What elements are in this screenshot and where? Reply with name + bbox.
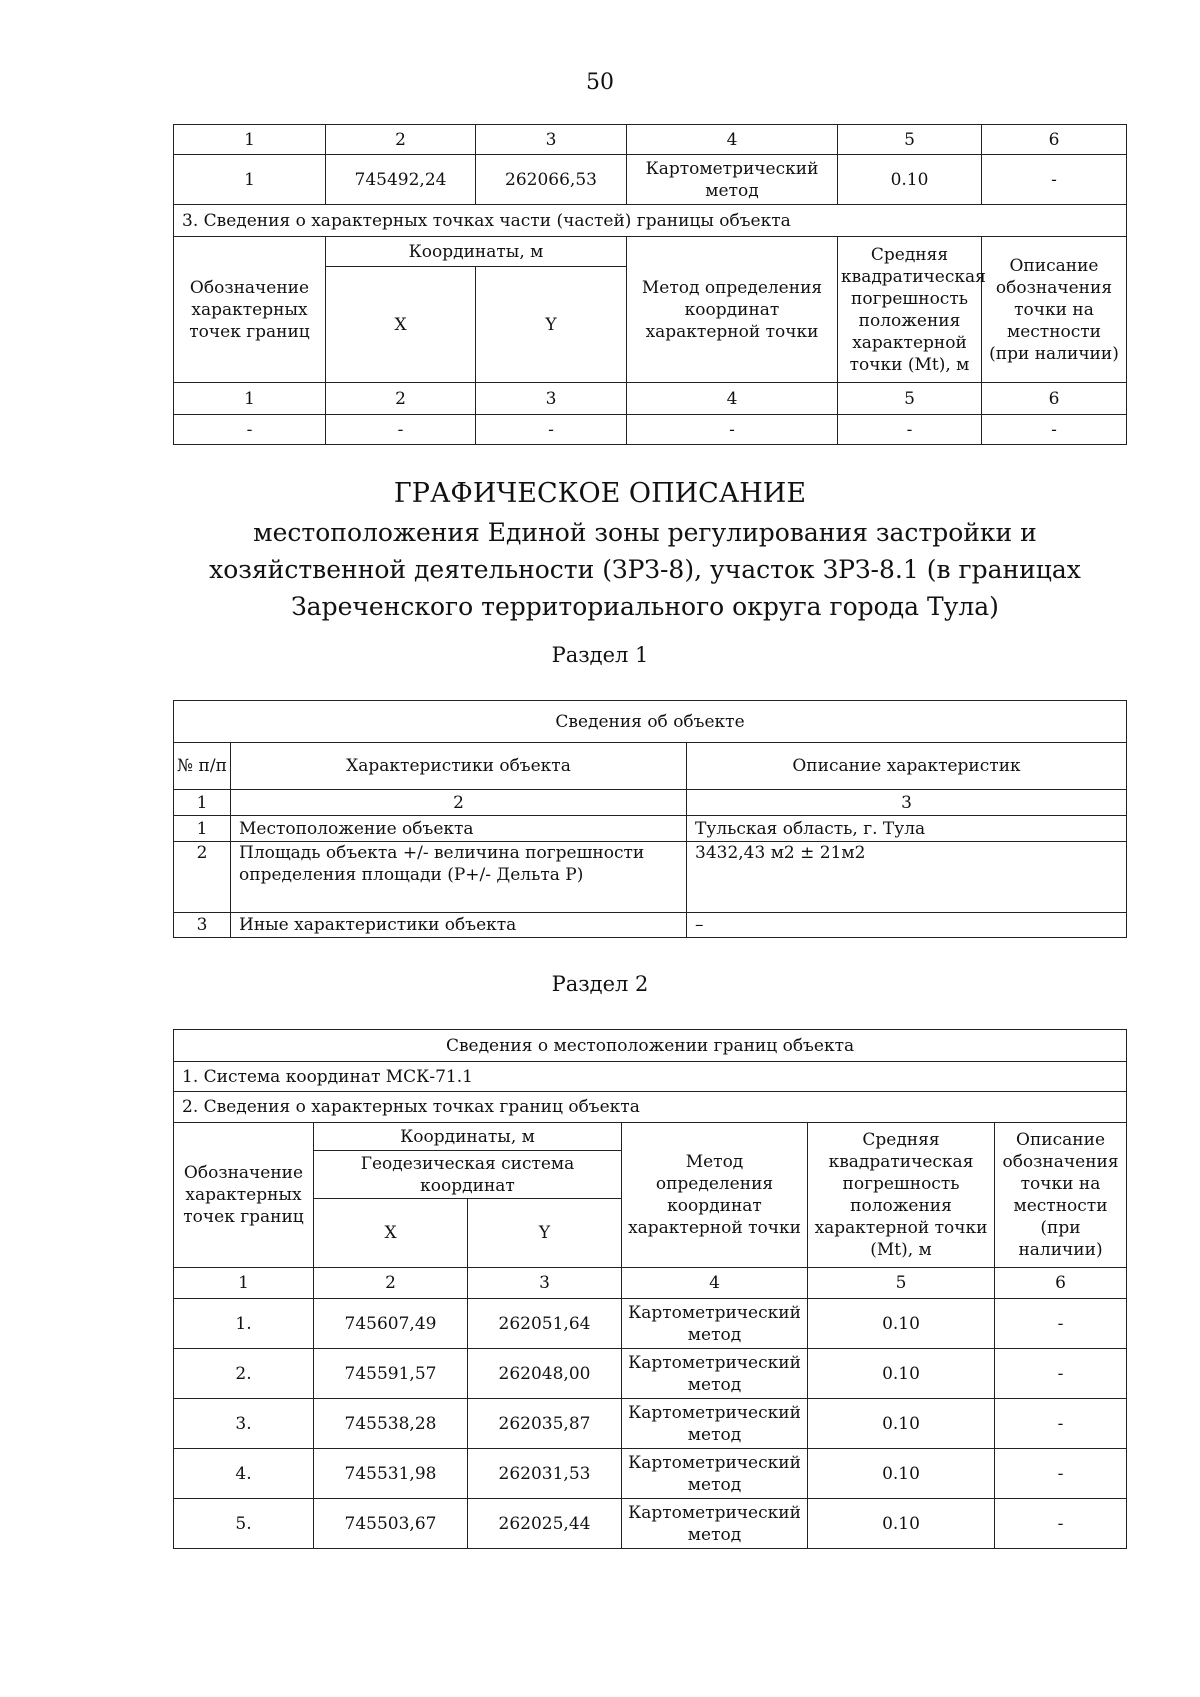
header-y: Y bbox=[476, 267, 627, 383]
coord-y: 262048,00 bbox=[468, 1349, 622, 1399]
table-row bbox=[174, 1349, 1127, 1399]
header-geo-system: Геодезическая система координат bbox=[314, 1151, 622, 1199]
col-num: 2 bbox=[326, 125, 476, 155]
description: - bbox=[995, 1449, 1127, 1499]
coord-y: 262066,53 bbox=[476, 155, 627, 205]
col-num: 1 bbox=[174, 790, 231, 816]
point-number: 4. bbox=[174, 1449, 314, 1499]
empty-cell: - bbox=[627, 415, 838, 445]
description: - bbox=[982, 155, 1127, 205]
coord-y: 262025,44 bbox=[468, 1499, 622, 1549]
header-desc: Описание обозначения точки на местности (при наличии) bbox=[982, 237, 1127, 383]
characteristic-desc: – bbox=[687, 913, 1127, 938]
coord-x: 745492,24 bbox=[326, 155, 476, 205]
header-desc: Описание обозначения точки на местности (при наличии) bbox=[995, 1123, 1127, 1268]
section2-heading: Раздел 2 bbox=[551, 972, 649, 996]
header-method: Метод определения координат характерной точки bbox=[627, 237, 838, 383]
section-title: 3. Сведения о характерных точках части (частей) границы объекта bbox=[174, 205, 1127, 237]
table-row bbox=[174, 913, 1127, 938]
error: 0.10 bbox=[808, 1349, 995, 1399]
point-number: 5. bbox=[174, 1499, 314, 1549]
col-num: 2 bbox=[326, 383, 476, 415]
col-num: 1 bbox=[174, 1268, 314, 1299]
col-num: 3 bbox=[476, 383, 627, 415]
table-row bbox=[174, 155, 1127, 205]
error: 0.10 bbox=[808, 1299, 995, 1349]
table-title: Сведения об объекте bbox=[174, 701, 1127, 743]
header-desc: Описание характеристик bbox=[687, 743, 1127, 790]
header-coords: Координаты, м bbox=[326, 237, 627, 267]
col-num: 4 bbox=[627, 125, 838, 155]
header-char: Характеристики объекта bbox=[231, 743, 687, 790]
empty-cell: - bbox=[174, 415, 326, 445]
col-num: 5 bbox=[808, 1268, 995, 1299]
coord-x: 745531,98 bbox=[314, 1449, 468, 1499]
characteristic: Площадь объекта +/- величина погрешности определения площади (P+/- Дельта P) bbox=[231, 842, 687, 913]
characteristic: Иные характеристики объекта bbox=[231, 913, 687, 938]
document-title: ГРАФИЧЕСКОЕ ОПИСАНИЕ bbox=[393, 478, 807, 509]
characteristic: Местоположение объекта bbox=[231, 816, 687, 842]
method: Картометрический метод bbox=[622, 1499, 808, 1549]
header-error: Средняя квадратическая погрешность положения характерной точки (Mt), м bbox=[808, 1123, 995, 1268]
col-num: 4 bbox=[627, 383, 838, 415]
column-number-row bbox=[174, 1268, 1127, 1299]
header-num: № п/п bbox=[174, 743, 231, 790]
error: 0.10 bbox=[808, 1399, 995, 1449]
coord-x: 745538,28 bbox=[314, 1399, 468, 1449]
method: Картометрический метод bbox=[622, 1349, 808, 1399]
table-row bbox=[174, 842, 1127, 913]
table-row bbox=[174, 816, 1127, 842]
method: Картометрический метод bbox=[622, 1399, 808, 1449]
table-row bbox=[174, 415, 1127, 445]
header-method: Метод определения координат характерной точки bbox=[622, 1123, 808, 1268]
header-x: X bbox=[326, 267, 476, 383]
empty-cell: - bbox=[476, 415, 627, 445]
error: 0.10 bbox=[808, 1499, 995, 1549]
section1-heading: Раздел 1 bbox=[551, 643, 649, 667]
method: Картометрический метод bbox=[627, 155, 838, 205]
coord-system: 1. Система координат МСК-71.1 bbox=[174, 1062, 1127, 1092]
error: 0.10 bbox=[808, 1449, 995, 1499]
object-info-table bbox=[173, 700, 1127, 938]
col-num: 1 bbox=[174, 125, 326, 155]
coord-x: 745591,57 bbox=[314, 1349, 468, 1399]
row-num: 2 bbox=[174, 842, 231, 913]
header-coords: Координаты, м bbox=[314, 1123, 622, 1151]
table-row bbox=[174, 1499, 1127, 1549]
table-title: Сведения о местоположении границ объекта bbox=[174, 1030, 1127, 1062]
empty-cell: - bbox=[326, 415, 476, 445]
column-number-row bbox=[174, 790, 1127, 816]
col-num: 6 bbox=[995, 1268, 1127, 1299]
table-row bbox=[174, 1449, 1127, 1499]
document-subtitle: местоположения Единой зоны регулирования застройки и хозяйственной деятельности (ЗРЗ-8), участок ЗРЗ-8.1 (в границах Зареченского территориального округа города Тула) bbox=[209, 518, 1081, 621]
top-points-table bbox=[173, 124, 1127, 445]
col-num: 3 bbox=[687, 790, 1127, 816]
method: Картометрический метод bbox=[622, 1299, 808, 1349]
table-row bbox=[174, 1299, 1127, 1349]
point-number: 2. bbox=[174, 1349, 314, 1399]
page-number: 50 bbox=[586, 70, 614, 95]
row-num: 1 bbox=[174, 816, 231, 842]
coord-y: 262051,64 bbox=[468, 1299, 622, 1349]
col-num: 2 bbox=[314, 1268, 468, 1299]
points-title: 2. Сведения о характерных точках границ объекта bbox=[174, 1092, 1127, 1123]
point-number: 1. bbox=[174, 1299, 314, 1349]
coord-y: 262035,87 bbox=[468, 1399, 622, 1449]
boundary-points-table bbox=[173, 1029, 1127, 1549]
col-num: 2 bbox=[231, 790, 687, 816]
empty-cell: - bbox=[982, 415, 1127, 445]
col-num: 6 bbox=[982, 383, 1127, 415]
method: Картометрический метод bbox=[622, 1449, 808, 1499]
point-number: 3. bbox=[174, 1399, 314, 1449]
header-x: X bbox=[314, 1199, 468, 1268]
header-point: Обозначение характерных точек границ bbox=[174, 237, 326, 383]
coord-x: 745503,67 bbox=[314, 1499, 468, 1549]
coord-y: 262031,53 bbox=[468, 1449, 622, 1499]
table-row bbox=[174, 1399, 1127, 1449]
description: - bbox=[995, 1499, 1127, 1549]
description: - bbox=[995, 1349, 1127, 1399]
header-point: Обозначение характерных точек границ bbox=[174, 1123, 314, 1268]
header-y: Y bbox=[468, 1199, 622, 1268]
error: 0.10 bbox=[838, 155, 982, 205]
header-error: Средняя квадратическая погрешность положения характерной точки (Mt), м bbox=[838, 237, 982, 383]
row-num: 3 bbox=[174, 913, 231, 938]
col-num: 3 bbox=[468, 1268, 622, 1299]
col-num: 5 bbox=[838, 383, 982, 415]
point-number: 1 bbox=[174, 155, 326, 205]
column-number-row bbox=[174, 125, 1127, 155]
column-number-row bbox=[174, 383, 1127, 415]
characteristic-desc: Тульская область, г. Тула bbox=[687, 816, 1127, 842]
description: - bbox=[995, 1399, 1127, 1449]
col-num: 5 bbox=[838, 125, 982, 155]
empty-cell: - bbox=[838, 415, 982, 445]
description: - bbox=[995, 1299, 1127, 1349]
coord-x: 745607,49 bbox=[314, 1299, 468, 1349]
col-num: 4 bbox=[622, 1268, 808, 1299]
col-num: 3 bbox=[476, 125, 627, 155]
characteristic-desc: 3432,43 м2 ± 21м2 bbox=[687, 842, 1127, 913]
col-num: 6 bbox=[982, 125, 1127, 155]
col-num: 1 bbox=[174, 383, 326, 415]
